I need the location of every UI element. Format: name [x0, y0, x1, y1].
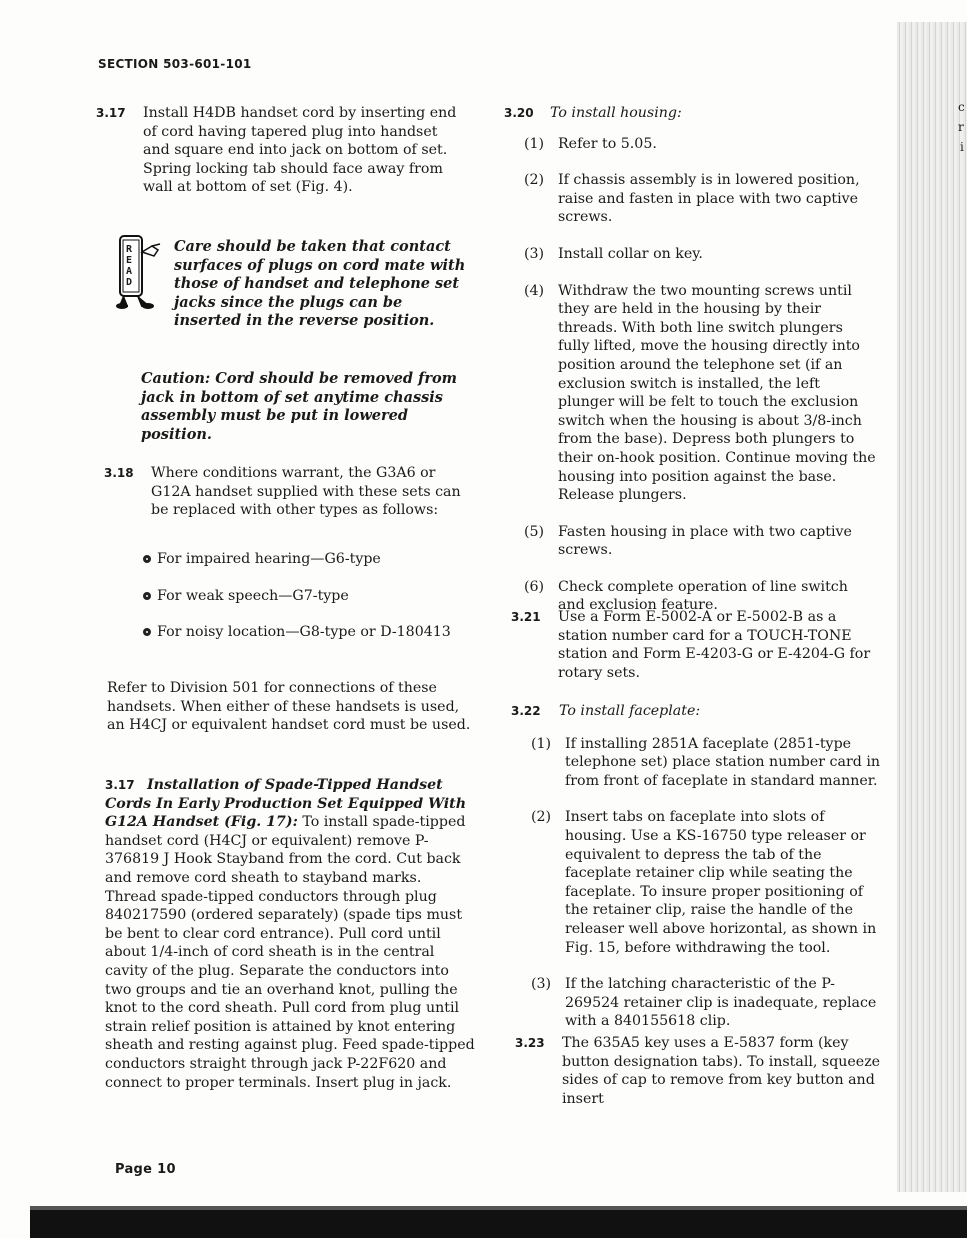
edge-fragment: r: [958, 120, 964, 134]
paragraph-3-17-spade-tipped: [105, 776, 476, 1092]
read-figure-icon: [114, 232, 166, 312]
paragraph-3-21: [511, 608, 877, 682]
bullet-icon: [143, 628, 151, 636]
read-icon-letters: READ: [126, 244, 133, 288]
paragraph-title: To install housing:: [550, 105, 682, 121]
paragraph-number: 3.17: [96, 106, 126, 120]
list-item: (1) Refer to 5.05.: [524, 135, 657, 152]
list-item: (5) Fasten housing in place with two captive screws.: [524, 523, 852, 559]
paragraph-text: Where conditions warrant, the G3A6 or G12A handset supplied with these sets can be replaced with other types as follows:: [151, 465, 461, 519]
page-number: Page 10: [115, 1162, 176, 1177]
caution-note: Caution: Cord should be removed from jack in bottom of set anytime chassis assembly must be put in lowered position.: [141, 370, 457, 443]
paragraph-text: The 635A5 key uses a E-5837 form (key button designation tabs). To install, squeeze sides of cap to remove from key button and insert: [562, 1035, 881, 1107]
edge-fragment: i: [960, 140, 964, 154]
list-item: For weak speech—G7-type: [143, 587, 463, 606]
list-item: (2) Insert tabs on faceplate into slots of housing. Use a KS-16750 type releaser or equivalent to depress the tab of the faceplate retainer clip while seating the faceplate. To insure proper positioning of the retainer clip, raise the handle of the releaser well above horizontal, as shown in Fig. 15, before withdrawing the tool.: [531, 809, 877, 956]
list-item: (3) Install collar on key.: [524, 245, 703, 262]
read-note: Care should be taken that contact surfaces of plugs on cord mate with those of handset and telephone set jacks since the plugs can be inserted in the reverse position.: [174, 238, 466, 330]
paragraph-text: To install spade-tipped handset cord (H4CJ or equivalent) remove P-376819 J Hook Stayband from the cord. Cut back and remove cord sheath to stayband marks. Thread spade-tipped conductors through plug 840217590 (ordered separately) (spade tips must be bent to clear cord entrance). Pull cord until about 1/4-inch of cord sheath is in the central cavity of the plug. Separate the conductors into two groups and tie an overhand knot, pulling the knot to the cord sheath. Pull cord from plug until strain relief position is attained by knot entering sheath and resting against plug. Feed spade-tipped conductors straight through jack P-22F620 and connect to proper terminals. Insert plug in jack.: [105, 814, 475, 1091]
paragraph-number: 3.23: [515, 1036, 545, 1050]
paragraph-3-18: [104, 464, 472, 520]
edge-fragment: c: [958, 100, 965, 114]
list-item: (3) If the latching characteristic of the P-269524 retainer clip is inadequate, replace with a 840155618 clip.: [531, 976, 877, 1030]
paragraph-text: Install H4DB handset cord by inserting end of cord having tapered plug into handset and square end into jack on bottom of set. Spring locking tab should face away from wall at bottom of set (Fig. 4).: [143, 105, 457, 196]
paragraph-3-22: [511, 702, 881, 1031]
refer-paragraph: Refer to Division 501 for connections of these handsets. When either of these handsets is used, an H4CJ or equivalent handset cord must be used.: [107, 680, 471, 734]
paragraph-3-23: [515, 1034, 883, 1108]
read-icon: [114, 232, 166, 312]
scan-edge-shadow: [897, 22, 967, 1192]
scan-bottom-bar: [30, 1206, 967, 1238]
section-header: SECTION 503-601-101: [98, 57, 252, 71]
list-item: (1) If installing 2851A faceplate (2851-type telephone set) place station number card in from front of faceplate in standard manner.: [531, 735, 881, 789]
paragraph-number: 3.18: [104, 466, 134, 480]
bullet-icon: [143, 592, 151, 600]
paragraph-3-20: [504, 104, 876, 615]
list-item: (6) Check complete operation of line switch and exclusion feature.: [524, 578, 848, 614]
list-item: For impaired hearing—G6-type: [143, 550, 463, 569]
paragraph-number: 3.22: [511, 704, 541, 718]
paragraph-title: To install faceplate:: [559, 703, 701, 719]
paragraph-number: 3.17: [105, 778, 135, 792]
paragraph-text: Use a Form E-5002-A or E-5002-B as a station number card for a TOUCH-TONE station and Form E-4203-G or E-4204-G for rotary sets.: [558, 609, 871, 681]
bullet-icon: [143, 555, 151, 563]
paragraph-3-17-install-cord: [96, 104, 466, 197]
handset-options-list: [143, 550, 463, 642]
list-item: (2) If chassis assembly is in lowered position, raise and fasten in place with two captive screws.: [524, 172, 860, 226]
paragraph-title: Installation of Spade-Tipped Handset Cords In Early Production Set Equipped With G12A Handset (Fig. 17):: [105, 777, 467, 831]
list-item: For noisy location—G8-type or D-180413: [143, 623, 463, 642]
paragraph-number: 3.21: [511, 610, 541, 624]
paragraph-number: 3.20: [504, 106, 534, 120]
list-item: (4) Withdraw the two mounting screws until they are held in the housing by their threads. With both line switch plungers fully lifted, move the housing directly into position around the telephone set (if an exclusion switch is installed, the left plunger will be felt to touch the exclusion switch when the housing is about 3/8-inch from the base). Depress both plungers to their on-hook position. Continue moving the housing into position against the base. Release plungers.: [524, 282, 876, 504]
